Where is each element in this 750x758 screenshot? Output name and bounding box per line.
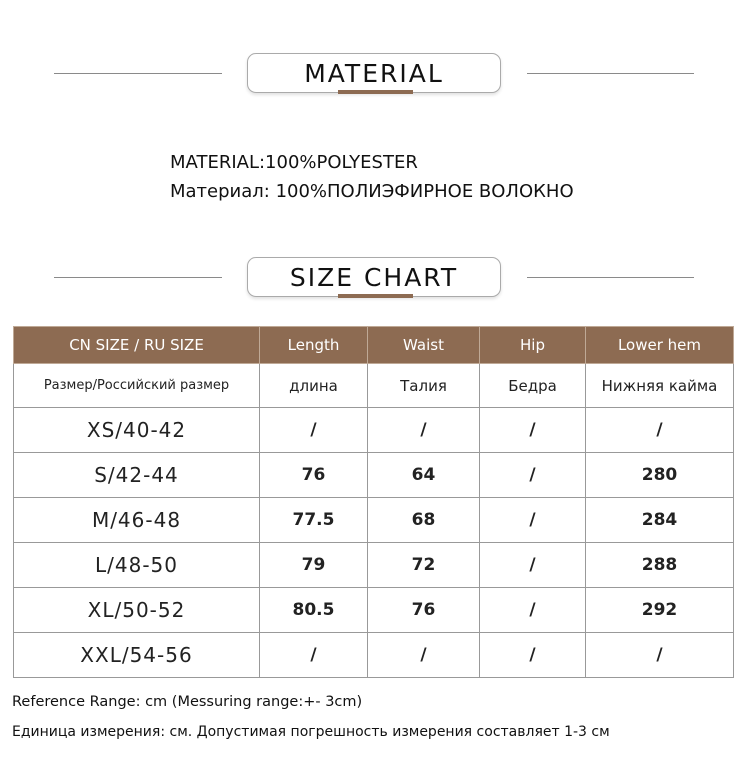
material-divider-left: [54, 73, 222, 74]
material-heading: MATERIAL: [304, 59, 444, 88]
lower-hem-cell: 284: [586, 498, 734, 543]
size-heading-box: [247, 257, 501, 297]
size-cell: S/42-44: [14, 453, 260, 498]
waist-cell: 72: [368, 543, 480, 588]
hip-cell: /: [480, 588, 586, 633]
table-row: [14, 543, 734, 588]
header-lower-hem: Lower hem: [586, 327, 734, 364]
lower-hem-cell: 292: [586, 588, 734, 633]
material-line-en: MATERIAL:100%POLYESTER: [170, 152, 418, 173]
material-line-ru: Материал: 100%ПОЛИЭФИРНОЕ ВОЛОКНО: [170, 181, 574, 202]
lower-hem-cell: 280: [586, 453, 734, 498]
table-header-row: [14, 327, 734, 364]
lower-hem-cell: /: [586, 633, 734, 678]
size-chart-table: [13, 326, 734, 678]
length-cell: 76: [260, 453, 368, 498]
ru-header-waist: Талия: [368, 364, 480, 408]
size-chart-heading: SIZE CHART: [289, 263, 459, 292]
size-cell: XS/40-42: [14, 408, 260, 453]
length-cell: 77.5: [260, 498, 368, 543]
ru-header-length: длина: [260, 364, 368, 408]
length-cell: /: [260, 408, 368, 453]
ru-header-size: Размер/Российский размер: [14, 364, 260, 408]
size-cell: XL/50-52: [14, 588, 260, 633]
size-heading-underline: [338, 294, 413, 298]
header-cn-size: CN SIZE / RU SIZE: [14, 327, 260, 364]
size-divider-right: [527, 277, 694, 278]
table-ru-header-row: [14, 364, 734, 408]
waist-cell: /: [368, 408, 480, 453]
waist-cell: 76: [368, 588, 480, 633]
lower-hem-cell: 288: [586, 543, 734, 588]
hip-cell: /: [480, 408, 586, 453]
table-row: [14, 498, 734, 543]
header-length: Length: [260, 327, 368, 364]
header-hip: Hip: [480, 327, 586, 364]
length-cell: 79: [260, 543, 368, 588]
hip-cell: /: [480, 498, 586, 543]
size-cell: M/46-48: [14, 498, 260, 543]
reference-range-note: Reference Range: cm (Messuring range:+- 3cm): [12, 694, 363, 710]
table-row: [14, 453, 734, 498]
size-cell: XXL/54-56: [14, 633, 260, 678]
table-row: [14, 633, 734, 678]
waist-cell: 68: [368, 498, 480, 543]
waist-cell: 64: [368, 453, 480, 498]
waist-cell: /: [368, 633, 480, 678]
length-cell: /: [260, 633, 368, 678]
size-divider-left: [54, 277, 222, 278]
material-divider-right: [527, 73, 694, 74]
measurement-unit-note-ru: Единица измерения: см. Допустимая погрешность измерения составляет 1-3 см: [12, 724, 610, 740]
table-row: [14, 408, 734, 453]
material-heading-underline: [338, 90, 413, 94]
table-row: [14, 588, 734, 633]
length-cell: 80.5: [260, 588, 368, 633]
size-cell: L/48-50: [14, 543, 260, 588]
hip-cell: /: [480, 543, 586, 588]
ru-header-lower-hem: Нижняя кайма: [586, 364, 734, 408]
ru-header-hip: Бедра: [480, 364, 586, 408]
material-heading-box: [247, 53, 501, 93]
lower-hem-cell: /: [586, 408, 734, 453]
hip-cell: /: [480, 633, 586, 678]
header-waist: Waist: [368, 327, 480, 364]
hip-cell: /: [480, 453, 586, 498]
